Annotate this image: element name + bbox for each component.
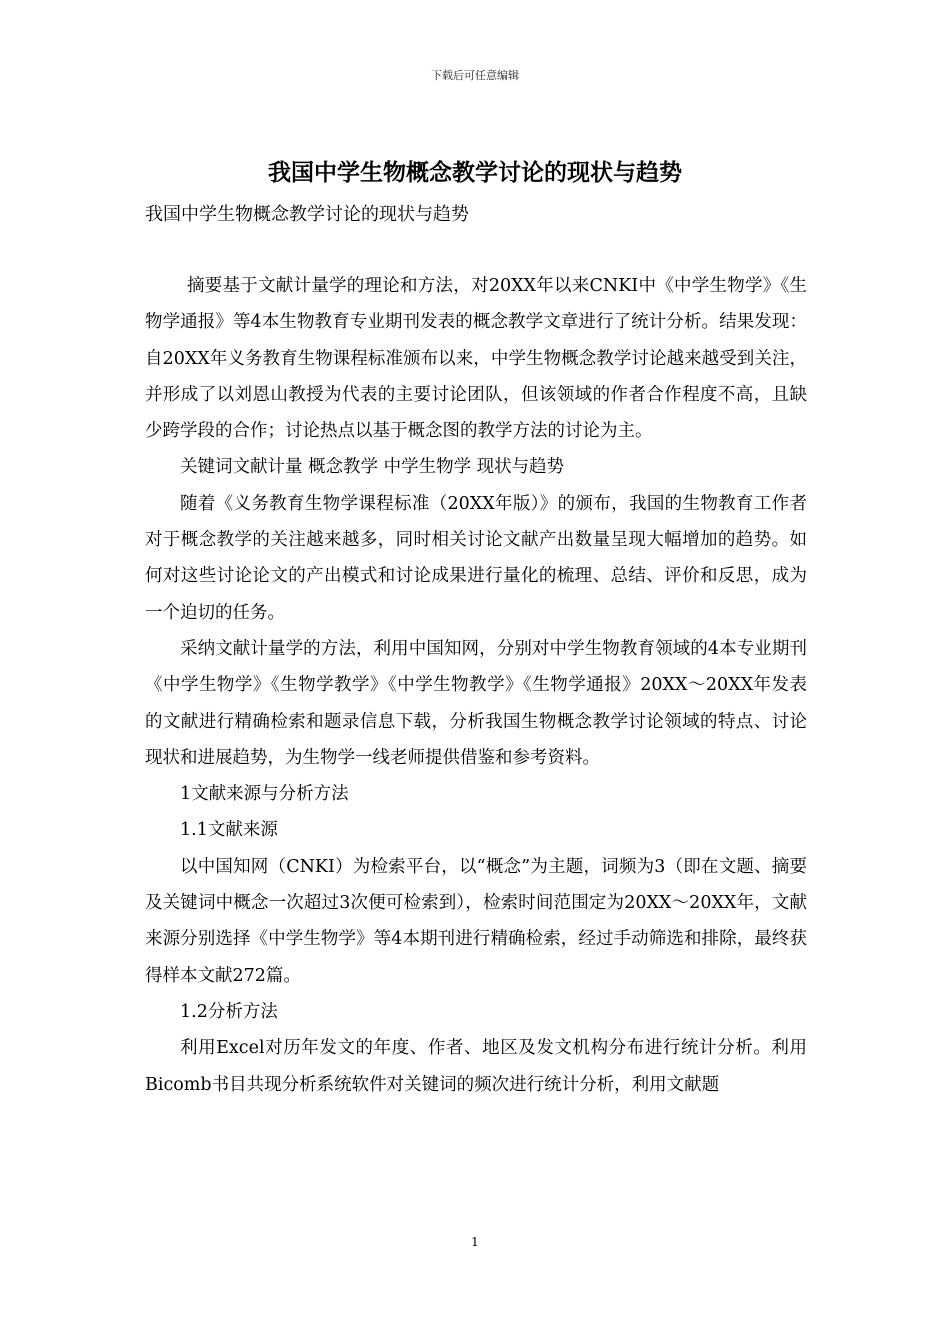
keywords-paragraph: 关键词文献计量 概念教学 中学生物学 现状与趋势: [180, 457, 565, 478]
document-body: [145, 268, 807, 1103]
header-note: 下载后可任意编辑: [431, 69, 519, 82]
section-heading: 1文献来源与分析方法: [180, 784, 349, 805]
document-subtitle: 我国中学生物概念教学讨论的现状与趋势: [145, 204, 469, 225]
page-number: 1: [471, 1235, 479, 1249]
body-paragraph: 采纳文献计量学的方法，利用中国知网，分别对中学生物教育领域的4本专业期刊《中学生物学》《生物学教学》《中学生物教学》《生物学通报》20XX～20XX年发表的文献进行精确检索和题录信息下载，分析我国生物概念教学讨论领域的特点、讨论现状和进展趋势，为生物学一线老师提供借鉴和参考资料。: [145, 638, 807, 768]
abstract-paragraph: 摘要基于文献计量学的理论和方法，对20XX年以来CNKI中《中学生物学》《生物学通报》等4本生物教育专业期刊发表的概念教学文章进行了统计分析。结果发现：自20XX年义务教育生物课程标准颁布以来，中学生物概念教学讨论越来越受到关注，并形成了以刘恩山教授为代表的主要讨论团队，但该领域的作者合作程度不高，且缺少跨学段的合作；讨论热点以基于概念图的教学方法的讨论为主。: [145, 276, 807, 442]
body-paragraph: 利用Excel对历年发文的年度、作者、地区及发文机构分布进行统计分析。利用Bicomb书目共现分析系统软件对关键词的频次进行统计分析，利用文献题: [145, 1038, 807, 1095]
body-paragraph: 以中国知网（CNKI）为检索平台，以“概念”为主题，词频为3（即在文题、摘要及关键词中概念一次超过3次便可检索到），检索时间范围定为20XX～20XX年，文献来源分别选择《中学生物学》等4本期刊进行精确检索，经过手动筛选和排除，最终获得样本文献272篇。: [145, 856, 807, 986]
document-title: 我国中学生物概念教学讨论的现状与趋势: [268, 160, 682, 186]
subsection-heading: 1.1文献来源: [180, 820, 278, 841]
body-paragraph: 随着《义务教育生物学课程标准（20XX年版）》的颁布，我国的生物教育工作者对于概念教学的关注越来越多，同时相关讨论文献产出数量呈现大幅增加的趋势。如何对这些讨论论文的产出模式和讨论成果进行量化的梳理、总结、评价和反思，成为一个迫切的任务。: [145, 493, 807, 623]
subsection-heading: 1.2分析方法: [180, 1001, 278, 1022]
